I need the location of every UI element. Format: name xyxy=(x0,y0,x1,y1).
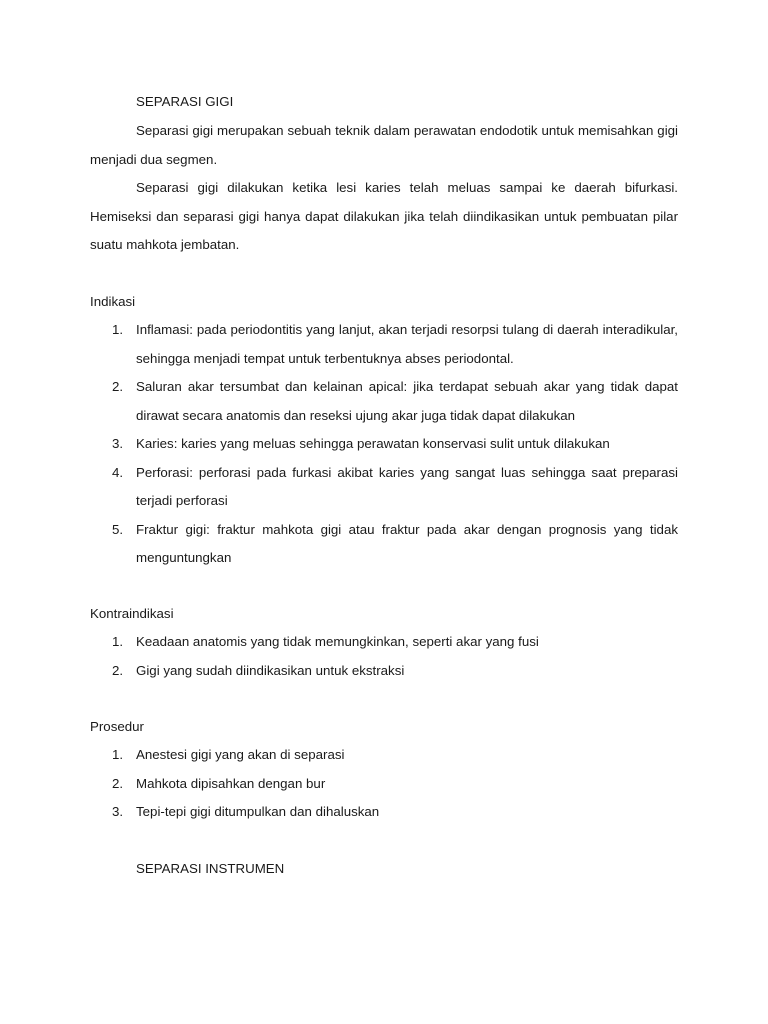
list-item xyxy=(90,657,678,686)
section-title-prosedur: Prosedur xyxy=(90,719,144,734)
list-item xyxy=(90,459,678,516)
list-number: 2. xyxy=(112,662,124,678)
list-item xyxy=(90,430,678,459)
list-number: 2. xyxy=(112,379,124,394)
paragraph-1 xyxy=(90,117,678,174)
list-number: 5. xyxy=(112,521,124,537)
list-item-text: Fraktur gigi: fraktur mahkota gigi atau fraktur pada akar dengan prognosis yang tidak menguntungkan xyxy=(136,521,678,565)
list-item-text: Tepi-tepi gigi ditumpulkan dan dihaluskan xyxy=(136,804,380,819)
list-item xyxy=(90,316,678,373)
list-number: 3. xyxy=(112,804,124,819)
document-page xyxy=(90,0,678,1024)
list-item-text: Anestesi gigi yang akan di separasi xyxy=(136,747,345,762)
list-item-text: Mahkota dipisahkan dengan bur xyxy=(136,775,326,791)
list-number: 3. xyxy=(112,436,124,451)
paragraph-2 xyxy=(90,174,678,260)
list-item-text: Karies: karies yang meluas sehingga perawatan konservasi sulit untuk dilakukan xyxy=(136,436,610,451)
list-item-text: Inflamasi: pada periodontitis yang lanjut, akan terjadi resorpsi tulang di daerah interadikular, sehingga menjadi tempat untuk terbentuknya abses periodontal. xyxy=(136,322,678,366)
section-title-indikasi: Indikasi xyxy=(90,294,136,309)
list-item xyxy=(90,798,678,827)
document-title: SEPARASI GIGI xyxy=(136,94,234,109)
paragraph-1-text: Separasi gigi merupakan sebuah teknik dalam perawatan endodotik untuk memisahkan gigi menjadi dua segmen. xyxy=(90,123,678,167)
list-item xyxy=(90,770,678,799)
list-item-text: Gigi yang sudah diindikasikan untuk ekstraksi xyxy=(136,662,405,678)
prosedur-list xyxy=(90,741,678,827)
list-item-text: Keadaan anatomis yang tidak memungkinkan, seperti akar yang fusi xyxy=(136,634,539,649)
list-item xyxy=(90,516,678,573)
next-section-heading: SEPARASI INSTRUMEN xyxy=(136,861,285,876)
list-item xyxy=(90,628,678,657)
list-number: 1. xyxy=(112,634,124,649)
indikasi-list xyxy=(90,316,678,573)
paragraph-2-text: Separasi gigi dilakukan ketika lesi karies telah meluas sampai ke daerah bifurkasi. Hemiseksi dan separasi gigi hanya dapat dilakukan jika telah diindikasikan untuk pembuatan pilar suatu mahkota jembatan. xyxy=(90,180,678,252)
list-number: 4. xyxy=(112,464,124,480)
section-title-kontraindikasi: Kontraindikasi xyxy=(90,606,174,621)
list-number: 1. xyxy=(112,322,124,337)
list-number: 2. xyxy=(112,775,124,791)
list-item xyxy=(90,373,678,430)
list-item xyxy=(90,741,678,770)
list-item-text: Perforasi: perforasi pada furkasi akibat karies yang sangat luas sehingga saat preparasi terjadi perforasi xyxy=(136,464,678,508)
list-item-text: Saluran akar tersumbat dan kelainan apical: jika terdapat sebuah akar yang tidak dapat dirawat secara anatomis dan reseksi ujung akar juga tidak dapat dilakukan xyxy=(136,379,678,423)
list-number: 1. xyxy=(112,747,124,762)
kontraindikasi-list xyxy=(90,628,678,685)
